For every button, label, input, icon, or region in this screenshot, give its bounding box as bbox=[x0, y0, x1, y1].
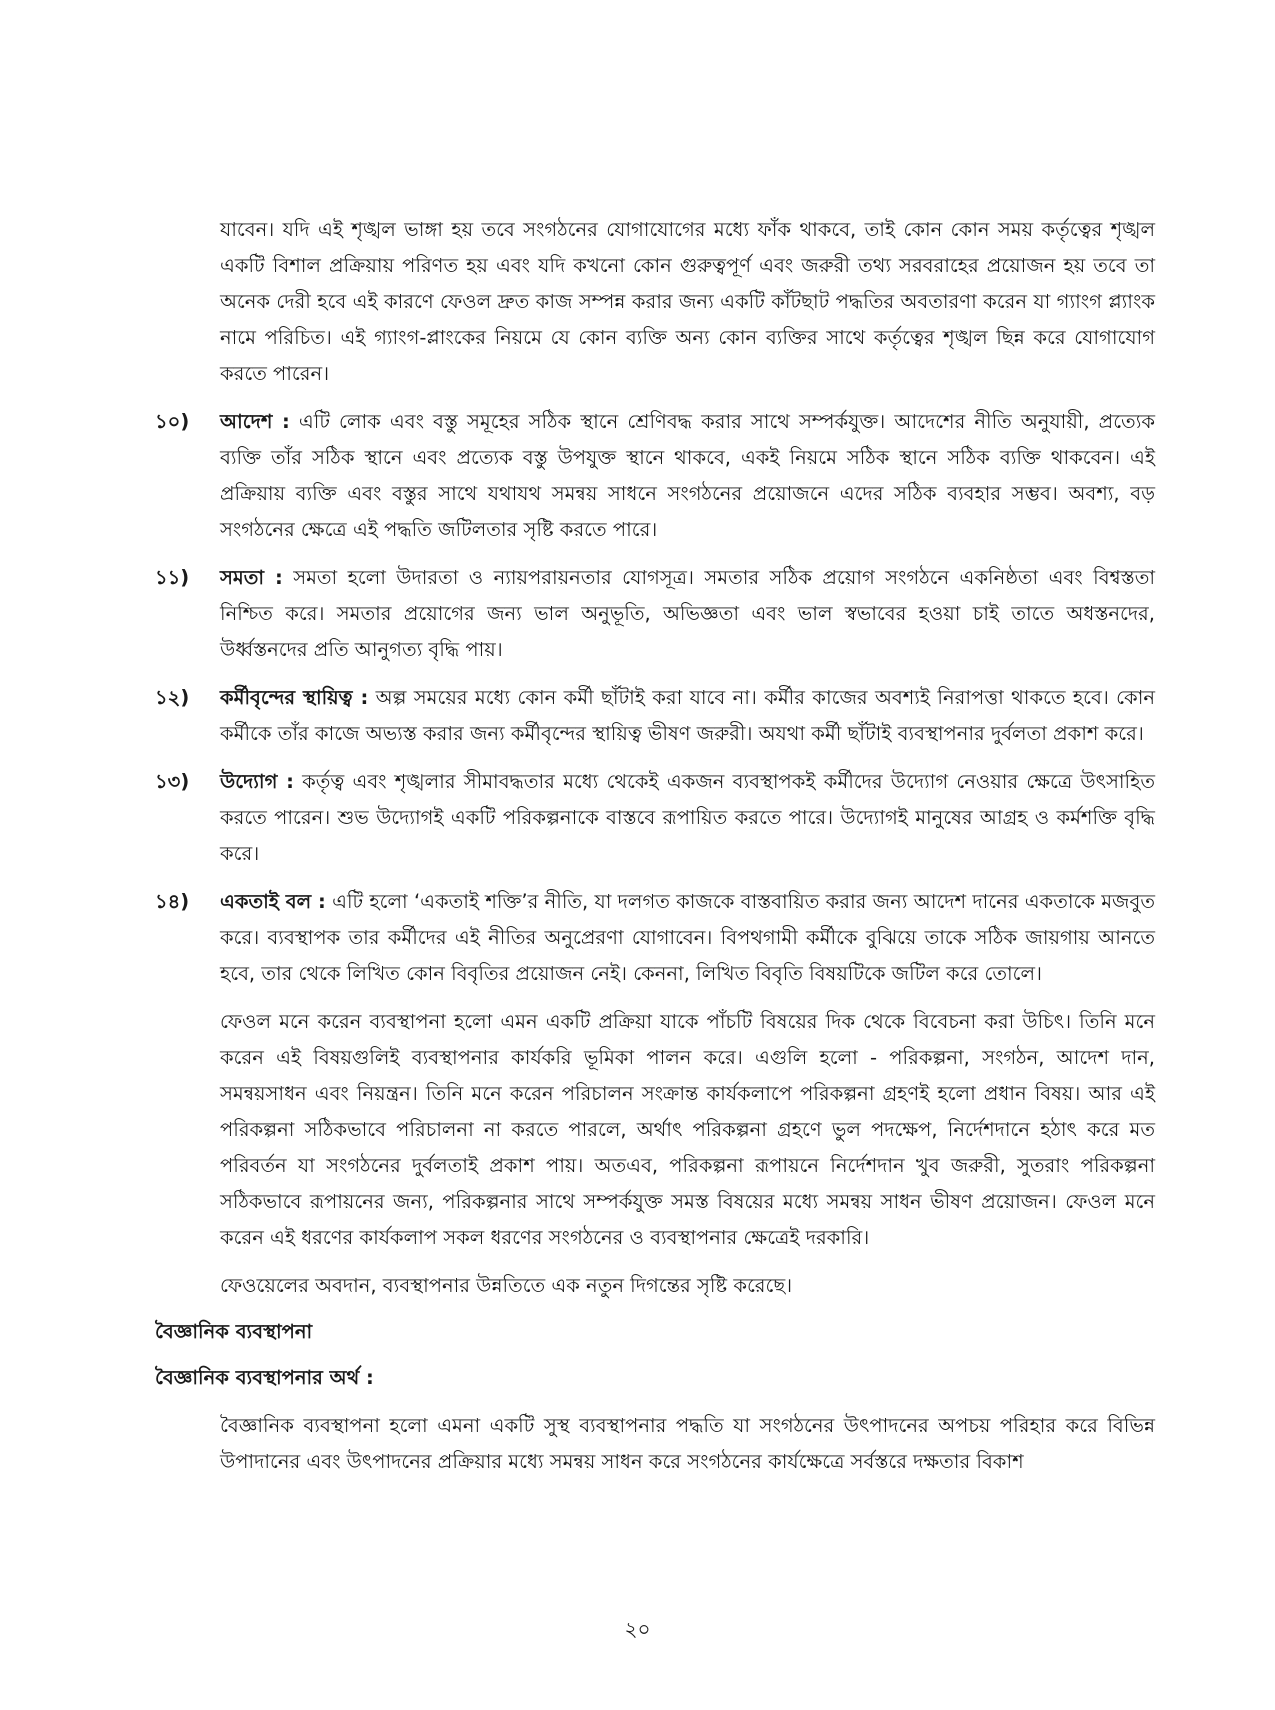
item-number: ১৪) bbox=[155, 890, 190, 913]
item-body bbox=[220, 884, 1155, 992]
item-term: আদেশ : bbox=[220, 410, 290, 433]
sub-heading: বৈজ্ঞানিক ব্যবস্থাপনার অর্থ : bbox=[155, 1366, 374, 1389]
item-body bbox=[220, 764, 1155, 872]
item-text: কর্তৃত্ব এবং শৃঙ্খলার সীমাবদ্ধতার মধ্যে থেকেই একজন ব্যবস্থাপকই কর্মীদের উদ্যোগ নেওয়ার ক্ষেত্রে উৎসাহিত করতে পারেন। শুভ উদ্যোগই একটি পরিকল্পনাকে বাস্তবে রূপায়িত করতে পারে। উদ্যোগই মানুষের আগ্রহ ও কর্মশক্তি বৃদ্ধি করে। bbox=[220, 770, 1155, 865]
item-term: সমতা : bbox=[220, 566, 283, 589]
item-number: ১২) bbox=[155, 686, 190, 709]
list-item-12 bbox=[155, 680, 1155, 752]
item-text: অল্প সময়ের মধ্যে কোন কর্মী ছাঁটাই করা যাবে না। কর্মীর কাজের অবশ্যই নিরাপত্তা থাকতে হবে। কোন কর্মীকে তাঁর কাজে অভ্যস্ত করার জন্য কর্মীবৃন্দের স্থায়িত্ব ভীষণ জরুরী। অযথা কর্মী ছাঁটাই ব্যবস্থাপনার দুর্বলতা প্রকাশ করে। bbox=[220, 686, 1155, 745]
item-number: ১১) bbox=[155, 566, 190, 589]
continuation-paragraph: যাবেন। যদি এই শৃঙ্খল ভাঙ্গা হয় তবে সংগঠনের যোগাযোগের মধ্যে ফাঁক থাকবে, তাই কোন কোন সময় কর্তৃত্বের শৃঙ্খল একটি বিশাল প্রক্রিয়ায় পরিণত হয় এবং যদি কখনো কোন গুরুত্বপূর্ণ এবং জরুরী তথ্য সরবরাহের প্রয়োজন হয় তবে তা অনেক দেরী হবে এই কারণে ফেওল দ্রুত কাজ সম্পন্ন করার জন্য একটি কাঁটছাট পদ্ধতির অবতারণা করেন যা গ্যাংগ প্ল্যাংক নামে পরিচিত। এই গ্যাংগ-প্লাংকের নিয়মে যে কোন ব্যক্তি অন্য কোন ব্যক্তির সাথে কর্তৃত্বের শৃঙ্খল ছিন্ন করে যোগাযোগ করতে পারেন। bbox=[220, 218, 1155, 385]
item-term: একতাই বল : bbox=[220, 890, 326, 913]
item-term: কর্মীবৃন্দের স্থায়িত্ব : bbox=[220, 686, 369, 709]
item-term: উদ্যোগ : bbox=[220, 770, 294, 793]
item-number: ১০) bbox=[155, 410, 190, 433]
item-body bbox=[220, 560, 1155, 668]
list-item-14 bbox=[155, 884, 1155, 992]
list-item-11 bbox=[155, 560, 1155, 668]
definition-paragraph: বৈজ্ঞানিক ব্যবস্থাপনা হলো এমনা একটি সুস্থ ব্যবস্থাপনার পদ্ধতি যা সংগঠনের উৎপাদনের অপচয় পরিহার করে বিভিন্ন উপাদানের এবং উৎপাদনের প্রক্রিয়ার মধ্যে সমন্বয় সাধন করে সংগঠনের কার্যক্ষেত্রে সর্বস্তরে দক্ষতার বিকাশ bbox=[220, 1414, 1155, 1473]
section-heading: বৈজ্ঞানিক ব্যবস্থাপনা bbox=[155, 1320, 313, 1343]
contribution-line: ফেওয়েলের অবদান, ব্যবস্থাপনার উন্নতিতে এক নতুন দিগন্তের সৃষ্টি করেছে। bbox=[220, 1274, 793, 1297]
item-text: এটি লোক এবং বস্তু সমূহের সঠিক স্থানে শ্রেণিবদ্ধ করার সাথে সম্পর্কযুক্ত। আদেশের নীতি অনুযায়ী, প্রত্যেক ব্যক্তি তাঁর সঠিক স্থানে এবং প্রত্যেক বস্তু উপযুক্ত স্থানে থাকবে, একই নিয়মে সঠিক স্থানে সঠিক ব্যক্তি থাকবেন। এই প্রক্রিয়ায় ব্যক্তি এবং বস্তুর সাথে যথাযথ সমন্বয় সাধনে সংগঠনের প্রয়োজনে এদের সঠিক ব্যবহার সম্ভব। অবশ্য, বড় সংগঠনের ক্ষেত্রে এই পদ্ধতি জটিলতার সৃষ্টি করতে পারে। bbox=[220, 410, 1155, 541]
item-number: ১৩) bbox=[155, 770, 190, 793]
item-text: এটি হলো ‘একতাই শক্তি’র নীতি, যা দলগত কাজকে বাস্তবায়িত করার জন্য আদেশ দানের একতাকে মজবুত করে। ব্যবস্থাপক তার কর্মীদের এই নীতির অনুপ্রেরণা যোগাবেন। বিপথগামী কর্মীকে বুঝিয়ে তাকে সঠিক জায়গায় আনতে হবে, তার থেকে লিখিত কোন বিবৃতির প্রয়োজন নেই। কেননা, লিখিত বিবৃতি বিষয়টিকে জটিল করে তোলে। bbox=[220, 890, 1155, 985]
page-content bbox=[155, 212, 1155, 1480]
item-text: সমতা হলো উদারতা ও ন্যায়পরায়নতার যোগসূত্র। সমতার সঠিক প্রয়োগ সংগঠনে একনিষ্ঠতা এবং বিশ্বস্ততা নিশ্চিত করে। সমতার প্রয়োগের জন্য ভাল অনুভূতি, অভিজ্ঞতা এবং ভাল স্বভাবের হওয়া চাই তাতে অধস্তনদের, উর্ধ্বস্তনদের প্রতি আনুগত্য বৃদ্ধি পায়। bbox=[220, 566, 1155, 661]
item-body bbox=[220, 680, 1155, 752]
page-number: ২০ bbox=[624, 1617, 651, 1641]
summary-paragraph: ফেওল মনে করেন ব্যবস্থাপনা হলো এমন একটি প্রক্রিয়া যাকে পাঁচটি বিষয়ের দিক থেকে বিবেচনা করা উচিৎ। তিনি মনে করেন এই বিষয়গুলিই ব্যবস্থাপনার কার্যকরি ভূমিকা পালন করে। এগুলি হলো - পরিকল্পনা, সংগঠন, আদেশ দান, সমন্বয়সাধন এবং নিয়ন্ত্রন। তিনি মনে করেন পরিচালন সংক্রান্ত কার্যকলাপে পরিকল্পনা গ্রহণই হলো প্রধান বিষয়। আর এই পরিকল্পনা সঠিকভাবে পরিচালনা না করতে পারলে, অর্থাৎ পরিকল্পনা গ্রহণে ভুল পদক্ষেপ, নির্দেশদানে হঠাৎ করে মত পরিবর্তন যা সংগঠনের দুর্বলতাই প্রকাশ পায়। অতএব, পরিকল্পনা রূপায়নে নির্দেশদান খুব জরুরী, সুতরাং পরিকল্পনা সঠিকভাবে রূপায়নের জন্য, পরিকল্পনার সাথে সম্পর্কযুক্ত সমস্ত বিষয়ের মধ্যে সমন্বয় সাধন ভীষণ প্রয়োজন। ফেওল মনে করেন এই ধরণের কার্যকলাপ সকল ধরণের সংগঠনের ও ব্যবস্থাপনার ক্ষেত্রেই দরকারি। bbox=[220, 1010, 1156, 1249]
list-item-13 bbox=[155, 764, 1155, 872]
item-body bbox=[220, 404, 1155, 548]
list-item-10 bbox=[155, 404, 1155, 548]
